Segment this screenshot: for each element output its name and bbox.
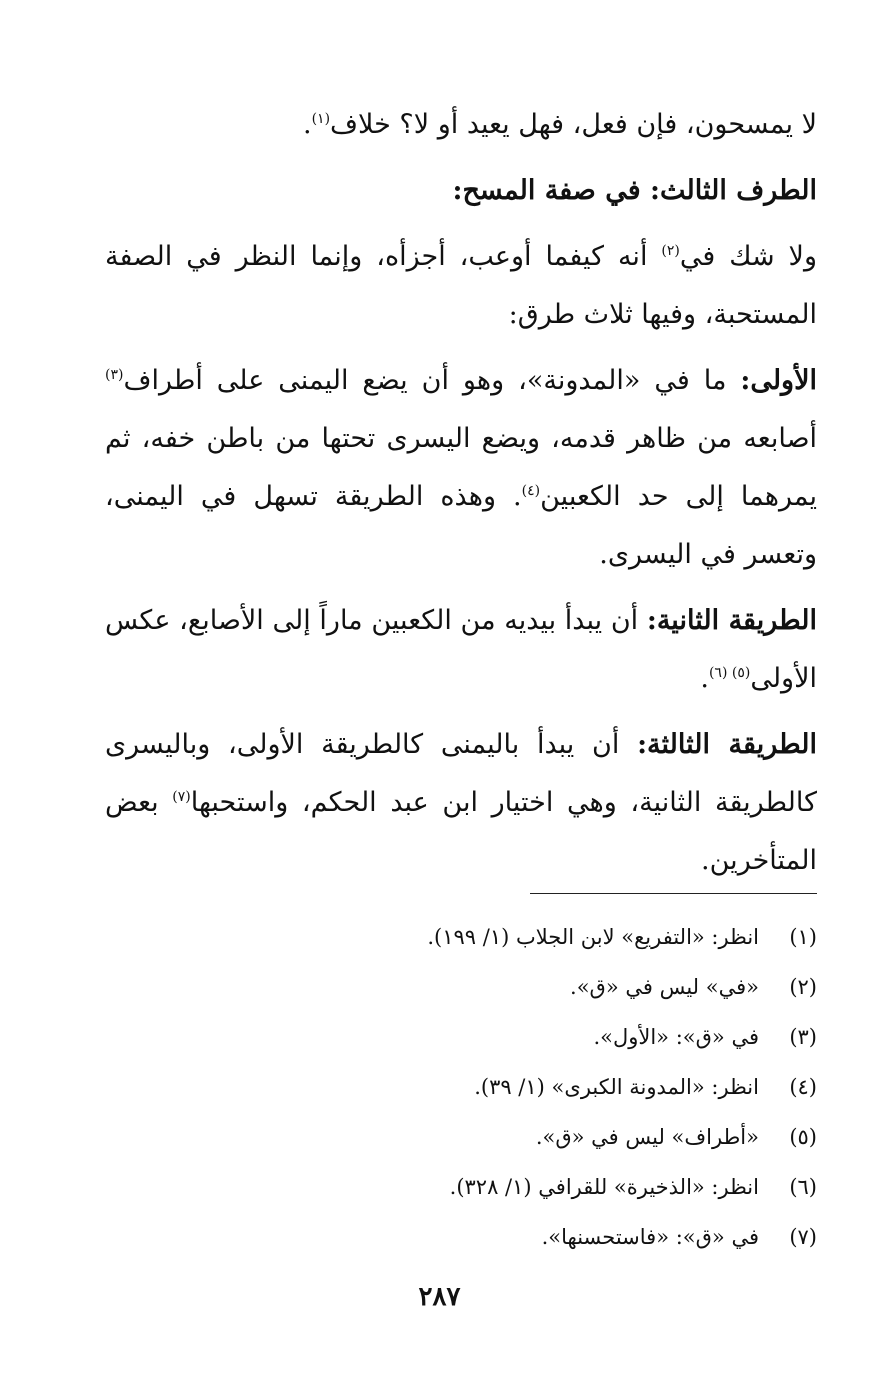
method-lead: الطريقة الثانية: bbox=[646, 605, 818, 636]
method-lead: الطريقة الثالثة: bbox=[637, 729, 817, 760]
footnote bbox=[105, 912, 817, 962]
paragraph-method-2 bbox=[105, 592, 817, 708]
footnote-text: «أطراف» ليس في «ق». bbox=[535, 1125, 759, 1149]
footnote-number: (٧) bbox=[789, 1225, 817, 1249]
footnote-ref[interactable]: (٥) (٦) bbox=[708, 665, 751, 681]
footnote-text: «في» ليس في «ق». bbox=[570, 975, 759, 999]
paragraph-text: ولا شك في bbox=[679, 241, 817, 272]
footnote-number: (٢) bbox=[789, 975, 817, 999]
paragraph-text: أن يبدأ بيديه من الكعبين ماراً إلى الأصابع، عكس الأولى bbox=[105, 605, 817, 694]
footnote-number: (٣) bbox=[789, 1025, 817, 1049]
footnote-number: (٤) bbox=[789, 1075, 817, 1099]
footnote-ref[interactable]: (٤) bbox=[521, 483, 541, 499]
paragraph-text: . وهذه الطريقة تسهل في اليمنى، وتعسر في اليسرى. bbox=[105, 481, 817, 570]
paragraph-3 bbox=[105, 228, 817, 344]
footnote-ref[interactable]: (٧) bbox=[172, 789, 191, 805]
main-text bbox=[105, 96, 817, 898]
footnote-text: في «ق»: «الأول». bbox=[593, 1025, 759, 1049]
footnote bbox=[105, 1062, 817, 1112]
footnote-ref[interactable]: (٢) bbox=[661, 243, 680, 259]
paragraph-text: أنه كيفما أوعب، أجزأه، وإنما النظر في الصفة المستحبة، وفيها ثلاث طرق: bbox=[105, 241, 817, 330]
footnote bbox=[105, 962, 817, 1012]
footnotes bbox=[105, 912, 817, 1262]
paragraph-text: بعض المتأخرين. bbox=[105, 787, 817, 876]
paragraph-method-3 bbox=[105, 716, 817, 890]
section-heading: الطرف الثالث: في صفة المسح: bbox=[452, 175, 817, 206]
footnote-divider bbox=[530, 893, 817, 894]
method-lead: الأولى: bbox=[740, 365, 817, 396]
paragraph-1 bbox=[105, 96, 817, 154]
paragraph-text: أصابعه من ظاهر قدمه، ويضع اليسرى تحتها من باطن خفه، ثم يمرهما إلى حد الكعبين bbox=[105, 423, 817, 512]
footnote-number: (٦) bbox=[789, 1175, 817, 1199]
footnote bbox=[105, 1112, 817, 1162]
footnote-text: انظر: «التفريع» لابن الجلاب (١/ ١٩٩). bbox=[427, 925, 759, 949]
footnote-ref[interactable]: (١) bbox=[311, 111, 331, 127]
footnote-number: (١) bbox=[789, 925, 817, 949]
paragraph-text: لا يمسحون، فإن فعل، فهل يعيد أو لا؟ خلاف bbox=[330, 109, 817, 140]
page-number: ٢٨٧ bbox=[418, 1282, 461, 1312]
paragraph-text: . bbox=[302, 109, 312, 140]
footnote-text: في «ق»: «فاستحسنها». bbox=[541, 1225, 759, 1249]
footnote bbox=[105, 1012, 817, 1062]
footnote-text: انظر: «الذخيرة» للقرافي (١/ ٣٢٨). bbox=[449, 1175, 759, 1199]
footnote bbox=[105, 1162, 817, 1212]
footnote-text: انظر: «المدونة الكبرى» (١/ ٣٩). bbox=[474, 1075, 759, 1099]
paragraph-method-1 bbox=[105, 352, 817, 584]
paragraph-text: . bbox=[700, 663, 709, 694]
paragraph-text: ما في «المدونة»، وهو أن يضع اليمنى على أطراف bbox=[123, 365, 741, 396]
footnote bbox=[105, 1212, 817, 1262]
footnote-ref[interactable]: (٣) bbox=[105, 367, 124, 383]
paragraph-text: أن يبدأ باليمنى كالطريقة الأولى، وباليسرى كالطريقة الثانية، وهي اختيار ابن عبد الحكم، واستحبها bbox=[105, 729, 817, 818]
footnote-number: (٥) bbox=[789, 1125, 817, 1149]
